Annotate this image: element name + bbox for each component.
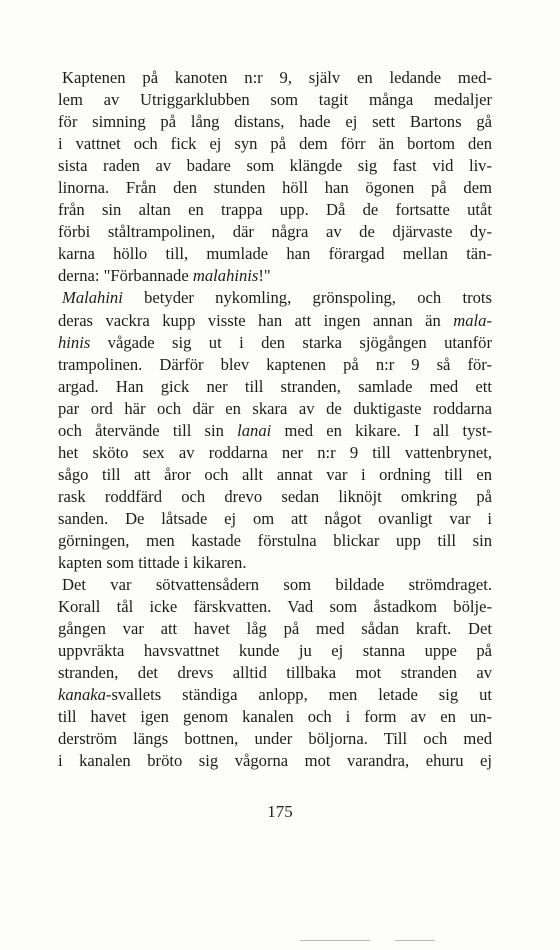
text-line: kapten som tittade i kikaren. xyxy=(58,553,247,573)
text-line: kanaka-svallets ständiga anlopp, men letade sig ut xyxy=(58,685,492,705)
text-line: i kanalen bröto sig vågorna mot varandra, ehuru ej xyxy=(58,751,492,771)
text-line: het sköto sex av roddarna ner n:r 9 till vattenbrynet, xyxy=(58,442,492,462)
text-line: hinis vågade sig ut i den starka sjögången utanför xyxy=(58,332,492,352)
page-number: 175 xyxy=(267,802,293,821)
text-line: stranden, det drevs alltid tillbaka mot stranden av xyxy=(58,663,492,683)
text-line: karna höllo till, mumlade han förargad mellan tän- xyxy=(58,244,492,264)
text-line: sista raden av badare som klängde sig fast vid liv- xyxy=(58,156,492,176)
text-line: och återvände till sin lanai med en kikare. I all tyst- xyxy=(58,420,492,440)
text-line: gången var att havet låg på med sådan kraft. Det xyxy=(58,619,492,639)
text-line: från sin altan en trappa upp. Då de fortsatte utåt xyxy=(58,200,492,220)
text-line: för simning på lång distans, hade ej sett Bartons gå xyxy=(58,112,492,132)
text-line: derna: "Förbannade malahinis!" xyxy=(58,266,271,286)
text-line: förbi ståltrampolinen, där några av de djärvaste dy- xyxy=(58,222,492,242)
text-line: trampolinen. Därför blev kaptenen på n:r 9 så för- xyxy=(58,354,492,374)
scan-edge-speck xyxy=(395,940,435,941)
text-line: i vattnet och fick ej syn på dem förr än bortom den xyxy=(58,134,492,154)
text-line: till havet igen genom kanalen och i form av en un- xyxy=(58,707,492,727)
text-line: derström längs bottnen, under böljorna. Till och med xyxy=(58,729,492,749)
text-line: lem av Utriggarklubben som tagit många medaljer xyxy=(58,90,492,110)
text-line: argad. Han gick ner till stranden, samlade med ett xyxy=(58,376,492,396)
text-line: rask roddfärd och drevo sedan liknöjt omkring på xyxy=(58,486,492,506)
text-line: uppvräkta havsvattnet kunde ju ej stanna uppe på xyxy=(58,641,492,661)
text-line: görningen, men kastade förstulna blickar upp till sin xyxy=(58,530,492,550)
scan-edge-speck xyxy=(300,940,370,941)
body-text xyxy=(58,67,492,773)
text-line: Malahini betyder nykomling, grönspoling, och trots xyxy=(62,288,492,308)
text-line: Kaptenen på kanoten n:r 9, själv en ledande med- xyxy=(62,68,492,87)
text-line: Det var sötvattensådern som bildade strömdraget. xyxy=(62,575,492,595)
text-line: linorna. Från den stunden höll han ögonen på dem xyxy=(58,178,492,198)
text-line: Korall tål icke färskvatten. Vad som åstadkom bölje- xyxy=(58,597,492,617)
text-line: sanden. De låtsade ej om att något ovanligt var i xyxy=(58,508,492,528)
text-line: deras vackra kupp visste han att ingen annan än mala- xyxy=(58,310,492,330)
text-line: sågo till att åror och allt annat var i ordning till en xyxy=(58,464,492,484)
text-line: par ord här och där en skara av de duktigaste roddarna xyxy=(58,398,492,418)
